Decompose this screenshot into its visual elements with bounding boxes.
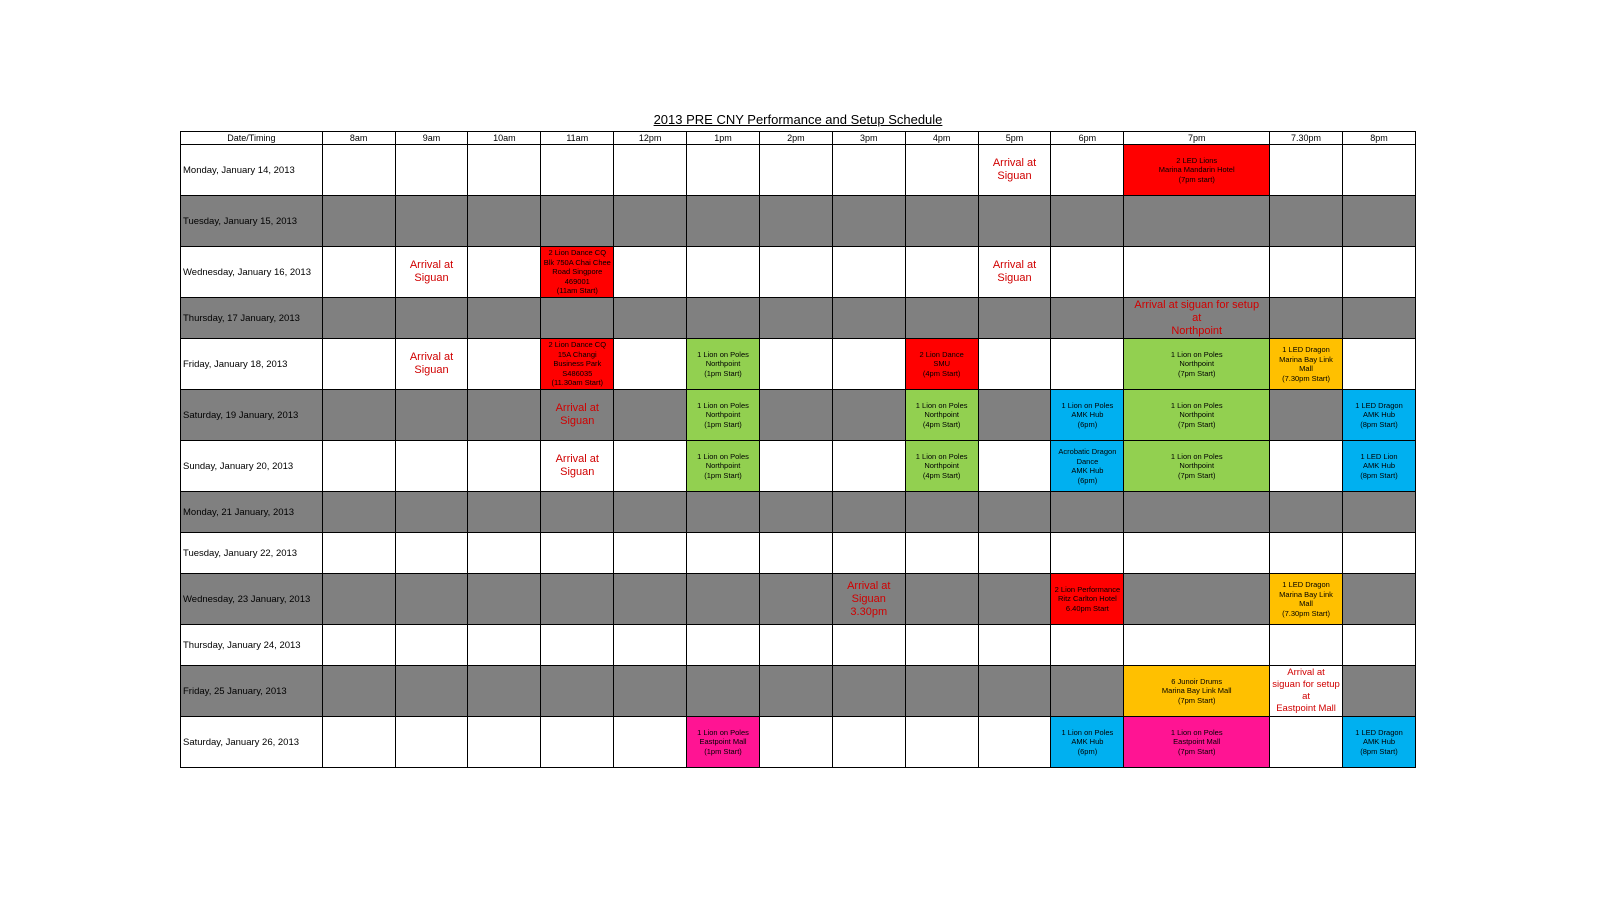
empty-cell — [395, 441, 468, 492]
header-time-2: 9am — [395, 132, 468, 145]
arrival-note: Arrival at Siguan — [978, 145, 1051, 196]
event-cell: 2 Lion Dance CQ 15A Changi Business Park S486035 (11.30am Start) — [541, 339, 614, 390]
empty-cell — [832, 717, 905, 768]
schedule-row — [181, 625, 1416, 666]
empty-cell — [832, 339, 905, 390]
empty-cell — [978, 298, 1051, 339]
empty-cell — [468, 625, 541, 666]
empty-cell — [541, 666, 614, 717]
empty-cell — [832, 625, 905, 666]
schedule-row — [181, 390, 1416, 441]
empty-cell — [759, 717, 832, 768]
row-date: Wednesday, 23 January, 2013 — [181, 574, 323, 625]
empty-cell — [395, 666, 468, 717]
header-time-14: 8pm — [1342, 132, 1415, 145]
empty-cell — [1124, 492, 1270, 533]
empty-cell — [1270, 196, 1343, 247]
schedule-row — [181, 298, 1416, 339]
empty-cell — [395, 298, 468, 339]
empty-cell — [541, 298, 614, 339]
empty-cell — [832, 196, 905, 247]
event-cell: 2 LED Lions Marina Mandarin Hotel (7pm start) — [1124, 145, 1270, 196]
event-cell: 1 Lion on Poles Northpoint (1pm Start) — [687, 390, 760, 441]
empty-cell — [541, 145, 614, 196]
arrival-note: Arrival at siguan for setup at Eastpoint Mall — [1270, 666, 1343, 717]
empty-cell — [1270, 247, 1343, 298]
empty-cell — [759, 339, 832, 390]
empty-cell — [1342, 666, 1415, 717]
event-cell: 1 LED Dragon Marina Bay Link Mall (7.30pm Start) — [1270, 339, 1343, 390]
event-cell: 1 Lion on Poles Northpoint (1pm Start) — [687, 441, 760, 492]
event-cell: 1 Lion on Poles AMK Hub (6pm) — [1051, 717, 1124, 768]
empty-cell — [1051, 339, 1124, 390]
empty-cell — [468, 390, 541, 441]
empty-cell — [322, 625, 395, 666]
schedule-title: 2013 PRE CNY Performance and Setup Schedule — [653, 112, 943, 127]
schedule-row — [181, 533, 1416, 574]
empty-cell — [468, 666, 541, 717]
header-time-12: 7pm — [1124, 132, 1270, 145]
empty-cell — [395, 145, 468, 196]
empty-cell — [395, 717, 468, 768]
empty-cell — [395, 492, 468, 533]
empty-cell — [759, 625, 832, 666]
schedule-row — [181, 717, 1416, 768]
empty-cell — [1051, 247, 1124, 298]
empty-cell — [1270, 717, 1343, 768]
header-time-13: 7.30pm — [1270, 132, 1343, 145]
empty-cell — [614, 145, 687, 196]
empty-cell — [1270, 298, 1343, 339]
event-cell: 1 Lion on Poles Northpoint (4pm Start) — [905, 390, 978, 441]
empty-cell — [322, 247, 395, 298]
schedule-row — [181, 441, 1416, 492]
empty-cell — [759, 441, 832, 492]
empty-cell — [687, 492, 760, 533]
empty-cell — [614, 390, 687, 441]
empty-cell — [832, 533, 905, 574]
row-date: Saturday, January 26, 2013 — [181, 717, 323, 768]
empty-cell — [759, 492, 832, 533]
empty-cell — [905, 492, 978, 533]
empty-cell — [759, 145, 832, 196]
arrival-note: Arrival at Siguan — [541, 390, 614, 441]
empty-cell — [832, 145, 905, 196]
empty-cell — [614, 298, 687, 339]
row-date: Saturday, 19 January, 2013 — [181, 390, 323, 441]
empty-cell — [978, 625, 1051, 666]
empty-cell — [1342, 492, 1415, 533]
event-cell: 1 Lion on Poles Northpoint (7pm Start) — [1124, 339, 1270, 390]
empty-cell — [1270, 441, 1343, 492]
header-time-6: 1pm — [687, 132, 760, 145]
empty-cell — [395, 196, 468, 247]
event-cell: 1 Lion on Poles Northpoint (7pm Start) — [1124, 390, 1270, 441]
empty-cell — [905, 196, 978, 247]
empty-cell — [468, 492, 541, 533]
schedule-row — [181, 196, 1416, 247]
empty-cell — [468, 441, 541, 492]
empty-cell — [905, 717, 978, 768]
empty-cell — [614, 339, 687, 390]
empty-cell — [395, 574, 468, 625]
row-date: Thursday, 17 January, 2013 — [181, 298, 323, 339]
empty-cell — [541, 196, 614, 247]
empty-cell — [687, 533, 760, 574]
empty-cell — [541, 492, 614, 533]
empty-cell — [1342, 625, 1415, 666]
event-cell: 1 LED Dragon Marina Bay Link Mall (7.30pm Start) — [1270, 574, 1343, 625]
header-row — [181, 132, 1416, 145]
row-date: Wednesday, January 16, 2013 — [181, 247, 323, 298]
empty-cell — [614, 492, 687, 533]
empty-cell — [468, 339, 541, 390]
empty-cell — [468, 298, 541, 339]
header-time-7: 2pm — [759, 132, 832, 145]
empty-cell — [1124, 574, 1270, 625]
empty-cell — [1270, 625, 1343, 666]
empty-cell — [687, 574, 760, 625]
header-time-3: 10am — [468, 132, 541, 145]
event-cell: 1 Lion on Poles AMK Hub (6pm) — [1051, 390, 1124, 441]
schedule-body — [181, 145, 1416, 768]
empty-cell — [978, 390, 1051, 441]
schedule-row — [181, 574, 1416, 625]
event-cell: 1 Lion on Poles Eastpoint Mall (1pm Start) — [687, 717, 760, 768]
empty-cell — [1051, 298, 1124, 339]
empty-cell — [322, 339, 395, 390]
row-date: Thursday, January 24, 2013 — [181, 625, 323, 666]
arrival-note: Arrival at siguan for setup at Northpoint — [1124, 298, 1270, 339]
empty-cell — [322, 441, 395, 492]
schedule-row — [181, 247, 1416, 298]
empty-cell — [1342, 574, 1415, 625]
empty-cell — [1124, 533, 1270, 574]
empty-cell — [1342, 247, 1415, 298]
empty-cell — [1342, 145, 1415, 196]
empty-cell — [468, 574, 541, 625]
empty-cell — [905, 145, 978, 196]
empty-cell — [541, 533, 614, 574]
header-time-4: 11am — [541, 132, 614, 145]
empty-cell — [1342, 196, 1415, 247]
empty-cell — [759, 533, 832, 574]
empty-cell — [905, 247, 978, 298]
empty-cell — [541, 625, 614, 666]
empty-cell — [832, 666, 905, 717]
empty-cell — [978, 574, 1051, 625]
empty-cell — [322, 390, 395, 441]
schedule-table — [180, 131, 1416, 768]
empty-cell — [614, 196, 687, 247]
empty-cell — [322, 145, 395, 196]
header-date-timing: Date/Timing — [181, 132, 323, 145]
row-date: Sunday, January 20, 2013 — [181, 441, 323, 492]
empty-cell — [322, 298, 395, 339]
empty-cell — [1124, 247, 1270, 298]
empty-cell — [905, 533, 978, 574]
event-cell: 2 Lion Performance Ritz Carlton Hotel 6.40pm Start — [1051, 574, 1124, 625]
header-time-8: 3pm — [832, 132, 905, 145]
empty-cell — [1051, 145, 1124, 196]
empty-cell — [832, 298, 905, 339]
empty-cell — [759, 196, 832, 247]
row-date: Tuesday, January 22, 2013 — [181, 533, 323, 574]
arrival-note: Arrival at Siguan — [395, 247, 468, 298]
schedule-row — [181, 492, 1416, 533]
empty-cell — [905, 666, 978, 717]
empty-cell — [978, 666, 1051, 717]
empty-cell — [832, 492, 905, 533]
row-date: Monday, 21 January, 2013 — [181, 492, 323, 533]
empty-cell — [541, 717, 614, 768]
empty-cell — [614, 247, 687, 298]
arrival-note: Arrival at Siguan — [395, 339, 468, 390]
empty-cell — [1342, 298, 1415, 339]
event-cell: 6 Junoir Drums Marina Bay Link Mall (7pm Start) — [1124, 666, 1270, 717]
event-cell: 1 Lion on Poles Northpoint (7pm Start) — [1124, 441, 1270, 492]
header-time-10: 5pm — [978, 132, 1051, 145]
arrival-note: Arrival at Siguan — [541, 441, 614, 492]
arrival-note: Arrival at Siguan 3.30pm — [832, 574, 905, 625]
header-time-9: 4pm — [905, 132, 978, 145]
empty-cell — [322, 492, 395, 533]
empty-cell — [759, 666, 832, 717]
schedule-row — [181, 145, 1416, 196]
empty-cell — [322, 574, 395, 625]
empty-cell — [687, 298, 760, 339]
empty-cell — [614, 625, 687, 666]
schedule-row — [181, 339, 1416, 390]
empty-cell — [759, 574, 832, 625]
empty-cell — [687, 625, 760, 666]
empty-cell — [832, 441, 905, 492]
empty-cell — [1270, 533, 1343, 574]
empty-cell — [322, 717, 395, 768]
empty-cell — [759, 298, 832, 339]
empty-cell — [1342, 533, 1415, 574]
empty-cell — [322, 196, 395, 247]
empty-cell — [905, 574, 978, 625]
empty-cell — [1051, 625, 1124, 666]
event-cell: 1 LED Lion AMK Hub (8pm Start) — [1342, 441, 1415, 492]
empty-cell — [1270, 145, 1343, 196]
empty-cell — [687, 247, 760, 298]
arrival-note: Arrival at Siguan — [978, 247, 1051, 298]
empty-cell — [614, 717, 687, 768]
empty-cell — [395, 533, 468, 574]
empty-cell — [395, 390, 468, 441]
empty-cell — [614, 441, 687, 492]
empty-cell — [1051, 533, 1124, 574]
header-time-11: 6pm — [1051, 132, 1124, 145]
header-time-5: 12pm — [614, 132, 687, 145]
event-cell: Acrobatic Dragon Dance AMK Hub (6pm) — [1051, 441, 1124, 492]
row-date: Tuesday, January 15, 2013 — [181, 196, 323, 247]
empty-cell — [468, 247, 541, 298]
empty-cell — [759, 390, 832, 441]
empty-cell — [1270, 492, 1343, 533]
event-cell: 1 LED Dragon AMK Hub (8pm Start) — [1342, 717, 1415, 768]
empty-cell — [832, 390, 905, 441]
empty-cell — [687, 196, 760, 247]
event-cell: 2 Lion Dance SMU (4pm Start) — [905, 339, 978, 390]
empty-cell — [468, 533, 541, 574]
empty-cell — [1124, 196, 1270, 247]
empty-cell — [978, 441, 1051, 492]
event-cell: 1 Lion on Poles Eastpoint Mall (7pm Start) — [1124, 717, 1270, 768]
empty-cell — [687, 145, 760, 196]
row-date: Monday, January 14, 2013 — [181, 145, 323, 196]
empty-cell — [978, 533, 1051, 574]
empty-cell — [1051, 666, 1124, 717]
empty-cell — [322, 533, 395, 574]
schedule-row — [181, 666, 1416, 717]
empty-cell — [978, 717, 1051, 768]
event-cell: 1 LED Dragon AMK Hub (8pm Start) — [1342, 390, 1415, 441]
empty-cell — [687, 666, 760, 717]
row-date: Friday, January 18, 2013 — [181, 339, 323, 390]
empty-cell — [978, 339, 1051, 390]
empty-cell — [614, 666, 687, 717]
empty-cell — [395, 625, 468, 666]
row-date: Friday, 25 January, 2013 — [181, 666, 323, 717]
empty-cell — [759, 247, 832, 298]
empty-cell — [978, 196, 1051, 247]
empty-cell — [468, 717, 541, 768]
event-cell: 1 Lion on Poles Northpoint (1pm Start) — [687, 339, 760, 390]
empty-cell — [614, 574, 687, 625]
empty-cell — [1270, 390, 1343, 441]
empty-cell — [541, 574, 614, 625]
empty-cell — [905, 625, 978, 666]
event-cell: 1 Lion on Poles Northpoint (4pm Start) — [905, 441, 978, 492]
empty-cell — [468, 145, 541, 196]
empty-cell — [1124, 625, 1270, 666]
empty-cell — [1342, 339, 1415, 390]
empty-cell — [905, 298, 978, 339]
empty-cell — [832, 247, 905, 298]
empty-cell — [1051, 492, 1124, 533]
empty-cell — [468, 196, 541, 247]
empty-cell — [1051, 196, 1124, 247]
header-time-1: 8am — [322, 132, 395, 145]
empty-cell — [614, 533, 687, 574]
event-cell: 2 Lion Dance CQ Blk 750A Chai Chee Road Singpore 469001 (11am Start) — [541, 247, 614, 298]
empty-cell — [978, 492, 1051, 533]
empty-cell — [322, 666, 395, 717]
